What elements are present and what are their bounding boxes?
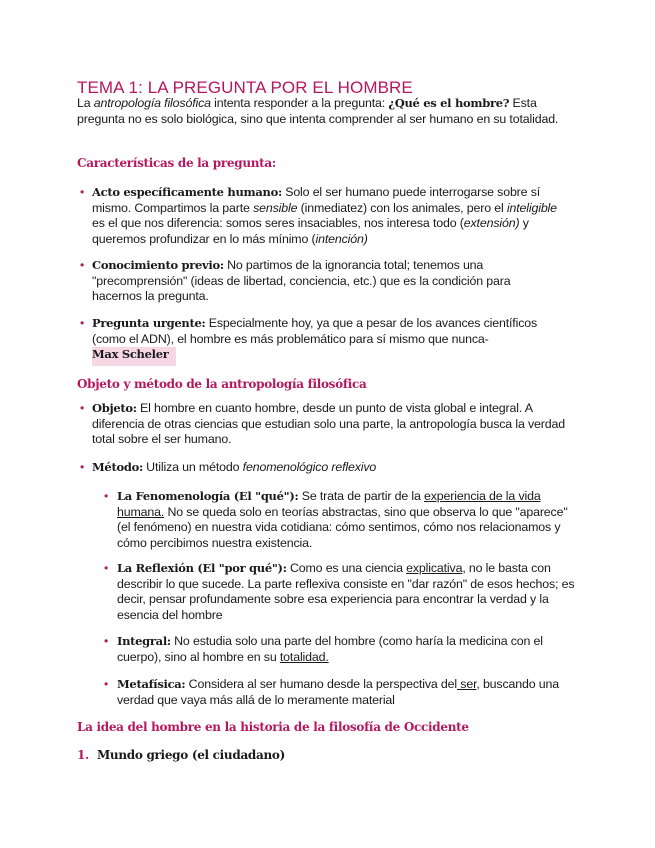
intro-text: La bbox=[77, 96, 94, 110]
item-italic: intención) bbox=[315, 231, 368, 246]
item-italic: extensión) bbox=[463, 216, 520, 231]
item-italic: inteligible bbox=[506, 200, 557, 215]
sub-list-item bbox=[117, 634, 579, 665]
list-item bbox=[92, 401, 572, 448]
section-heading-objeto-metodo: Objeto y método de la antropología filosófica bbox=[77, 377, 367, 391]
item-label: Metafísica: bbox=[117, 677, 186, 691]
bullet-icon: • bbox=[80, 401, 85, 415]
intro-paragraph bbox=[77, 96, 577, 127]
bullet-icon: • bbox=[104, 677, 109, 691]
section-heading-caracteristicas: Características de la pregunta: bbox=[77, 156, 277, 170]
item-text: , buscando una verdad que vaya más allá de lo meramente material bbox=[117, 677, 559, 707]
bullet-icon: • bbox=[80, 316, 85, 330]
item-text: Utiliza un método bbox=[142, 460, 243, 474]
item-number: 1. bbox=[77, 748, 89, 762]
item-underline: explicativa bbox=[406, 561, 463, 575]
item-text: No se queda solo en teorías abstractas, sino que observa lo que "aparece" (el fenómeno) en nuestra vida cotidiana: cómo sentimos, cómo nos relacionamos y cómo percibimos nuestra existencia. bbox=[117, 504, 568, 550]
list-item bbox=[92, 460, 572, 476]
item-label: Objeto: bbox=[92, 401, 137, 415]
intro-question: ¿Qué es el hombre? bbox=[388, 96, 510, 110]
item-text: , no le basta con describir lo que sucede. La parte reflexiva consiste en "dar razón" de esos hechos; es decir, pensar profundamente sobre esa experiencia para encontrar la verdad y la esencia del hombre bbox=[117, 561, 575, 622]
bullet-icon: • bbox=[104, 634, 109, 648]
item-text: (inmediatez) con los animales, pero el bbox=[297, 200, 507, 215]
bullet-icon: • bbox=[80, 460, 85, 474]
item-underline: totalidad. bbox=[279, 649, 329, 664]
sub-list-item bbox=[117, 677, 567, 708]
list-item bbox=[92, 316, 562, 366]
bullet-icon: • bbox=[80, 258, 85, 272]
item-underline: experiencia de la vida humana. bbox=[117, 489, 541, 519]
item-label: Conocimiento previo: bbox=[92, 258, 224, 272]
item-label: Método: bbox=[92, 460, 143, 474]
item-label: Acto específicamente humano: bbox=[92, 185, 282, 199]
numbered-item bbox=[77, 748, 285, 762]
item-text: No partimos de la ignorancia total; tenemos una "precomprensión" (ideas de libertad, conciencia, etc.) que es la condición para hacernos la pregunta. bbox=[92, 258, 511, 304]
highlighted-name: Max Scheler bbox=[92, 347, 176, 366]
bullet-icon: • bbox=[104, 561, 109, 575]
item-text: Se trata de partir de la bbox=[298, 489, 425, 503]
item-text: El hombre en cuanto hombre, desde un punto de vista global e integral. A diferencia de otras ciencias que estudian solo una parte, la antropología busca la verdad total sobre el ser humano. bbox=[92, 401, 565, 447]
sub-list-item bbox=[117, 489, 579, 551]
item-label: Integral: bbox=[117, 634, 171, 648]
item-italic: sensible bbox=[253, 200, 298, 215]
page-title: TEMA 1: LA PREGUNTA POR EL HOMBRE bbox=[77, 78, 413, 97]
intro-italic: antropología filosófica bbox=[93, 96, 211, 110]
bullet-icon: • bbox=[80, 185, 85, 199]
item-label: La Fenomenología (El "qué"): bbox=[117, 489, 299, 503]
list-item bbox=[92, 185, 572, 247]
item-text: Considera al ser humano desde la perspectiva del bbox=[185, 677, 457, 691]
list-item bbox=[92, 258, 557, 305]
item-label: Mundo griego (el ciudadano) bbox=[96, 748, 285, 762]
item-text: Especialmente hoy, ya que a pesar de los avances científicos (como el ADN), el hombre es más problemático para sí mismo que nunca- bbox=[92, 316, 538, 346]
item-underline: ser bbox=[456, 677, 477, 691]
item-label: La Reflexión (El "por qué"): bbox=[117, 561, 287, 575]
item-text: es el que nos diferencia: somos seres insaciables, nos interesa todo ( bbox=[92, 216, 464, 231]
item-text: No estudia solo una parte del hombre (como haría la medicina con el cuerpo), sino al hombre en su bbox=[117, 634, 543, 664]
item-italic: fenomenológico reflexivo bbox=[242, 460, 377, 474]
item-text: y queremos profundizar en lo más mínimo ( bbox=[92, 216, 529, 246]
sub-list-item bbox=[117, 561, 579, 623]
item-label: Pregunta urgente: bbox=[92, 316, 206, 330]
intro-text: intenta responder a la pregunta: bbox=[210, 96, 389, 110]
item-text: Solo el ser humano puede interrogarse sobre sí mismo. Compartimos la parte bbox=[92, 185, 541, 215]
section-heading-historia: La idea del hombre en la historia de la filosofía de Occidente bbox=[77, 720, 469, 734]
item-text: Como es una ciencia bbox=[286, 561, 407, 575]
intro-text: Esta pregunta no es solo biológica, sino que intenta comprender al ser humano en su totalidad. bbox=[77, 96, 559, 126]
bullet-icon: • bbox=[104, 489, 109, 503]
